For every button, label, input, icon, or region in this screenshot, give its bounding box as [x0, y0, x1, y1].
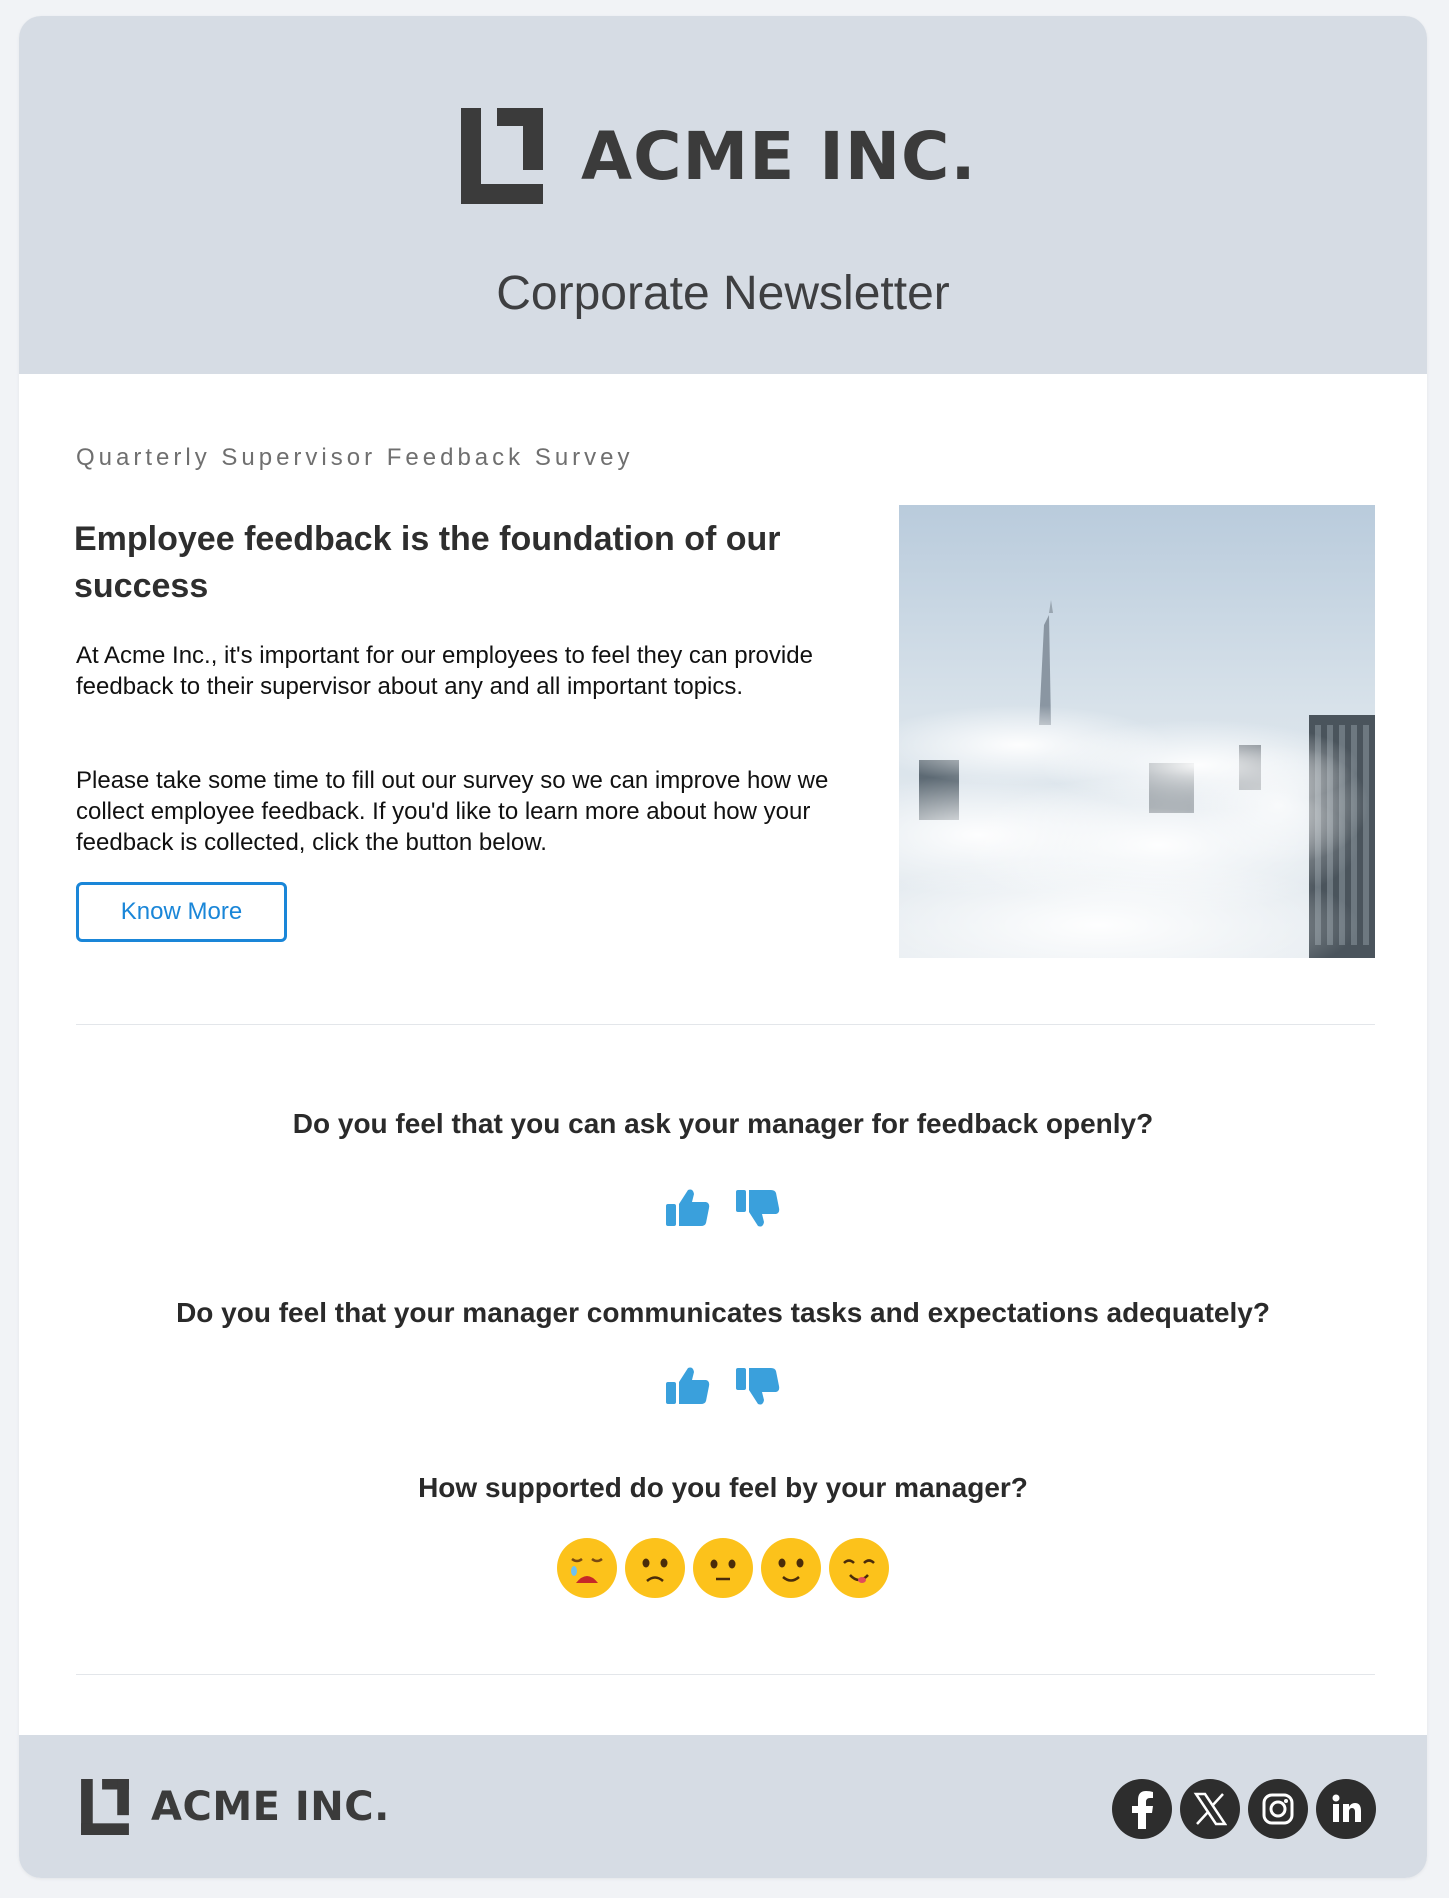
newsletter-header [19, 16, 1427, 374]
linkedin-icon[interactable] [1316, 1779, 1376, 1839]
brand-logo [461, 108, 977, 204]
emoji-rating [19, 1537, 1427, 1599]
social-links [1112, 1779, 1376, 1839]
x-icon[interactable] [1180, 1779, 1240, 1839]
frowning-face-icon[interactable] [624, 1537, 686, 1599]
neutral-face-icon[interactable] [692, 1537, 754, 1599]
survey-question-2: Do you feel that your manager communicates tasks and expectations adequately? [176, 1297, 1270, 1328]
slightly-smiling-face-icon[interactable] [760, 1537, 822, 1599]
acme-logo-mark-icon [81, 1779, 129, 1835]
article-headline: Employee feedback is the foundation of our success [74, 520, 781, 605]
newsletter-card [19, 16, 1427, 1878]
smiling-face-icon[interactable] [828, 1537, 890, 1599]
section-divider-bottom [76, 1674, 1375, 1675]
hero-image-city-in-clouds [899, 505, 1375, 958]
article-paragraph-2: Please take some time to fill out our survey so we can improve how we collect employee feedback. If you'd like to learn more about how your feedback is collected, click the button below. [76, 767, 829, 856]
newsletter-title: Corporate Newsletter [496, 267, 950, 320]
article-eyebrow: Quarterly Supervisor Feedback Survey [76, 444, 634, 471]
thumbs-down-icon[interactable] [736, 1366, 780, 1406]
crying-face-icon[interactable] [556, 1537, 618, 1599]
thumbs-rating-1 [19, 1188, 1427, 1228]
section-divider-top [76, 1024, 1375, 1025]
article-paragraph-1: At Acme Inc., it's important for our employees to feel they can provide feedback to their supervisor about any and all important topics. [76, 642, 813, 700]
facebook-icon[interactable] [1112, 1779, 1172, 1839]
footer-brand-name: ACME INC. [151, 1784, 390, 1830]
acme-logo-mark-icon [461, 108, 543, 204]
thumbs-down-icon[interactable] [736, 1188, 780, 1228]
instagram-icon[interactable] [1248, 1779, 1308, 1839]
brand-name: ACME INC. [581, 117, 977, 195]
footer-brand-logo [81, 1779, 390, 1835]
survey-question-1: Do you feel that you can ask your manager for feedback openly? [292, 1108, 1154, 1139]
newsletter-footer [19, 1735, 1427, 1878]
thumbs-up-icon[interactable] [666, 1188, 710, 1228]
survey-question-3: How supported do you feel by your manager? [418, 1472, 1028, 1503]
know-more-button[interactable]: Know More [76, 882, 287, 942]
thumbs-rating-2 [19, 1366, 1427, 1406]
thumbs-up-icon[interactable] [666, 1366, 710, 1406]
